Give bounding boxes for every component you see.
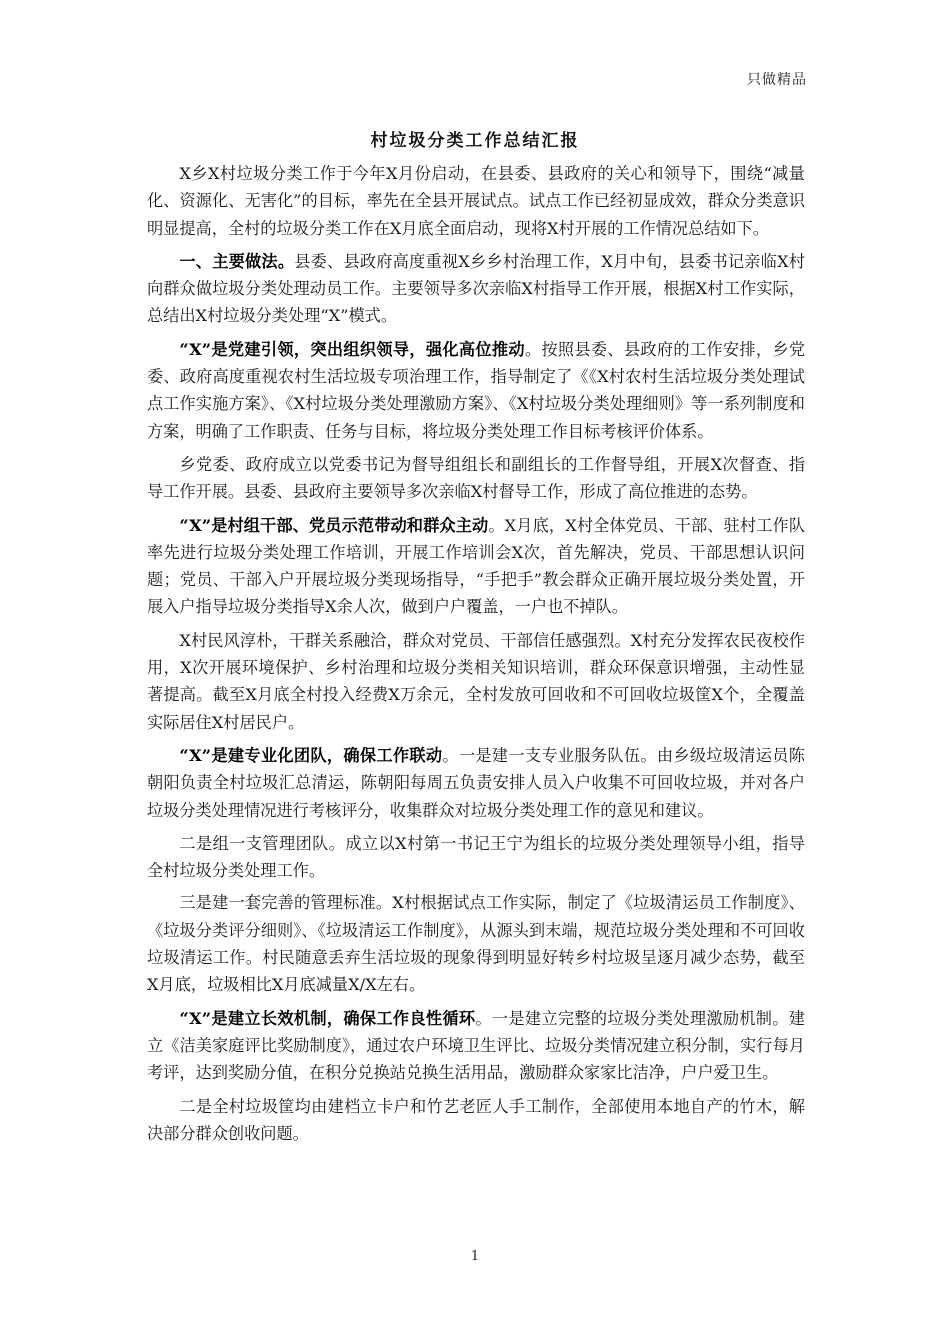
paragraph (147, 512, 805, 621)
paragraph (147, 889, 805, 998)
paragraph-text: 二是组一支管理团队。成立以X村第一书记王宁为组长的垃圾分类处理领导小组，指导全村垃圾分类处理工作。 (147, 833, 805, 881)
paragraph (147, 1005, 805, 1087)
paragraph (147, 248, 805, 330)
paragraph-lead: 一、主要做法。 (179, 251, 295, 271)
paragraph (147, 336, 805, 445)
paragraph (147, 1093, 805, 1148)
header-tag: 只做精品 (747, 72, 807, 88)
document-title: 村垃圾分类工作总结汇报 (370, 131, 580, 151)
paragraph (147, 742, 805, 824)
paragraph (147, 160, 805, 242)
paragraph-text: 乡党委、政府成立以党委书记为督导组组长和副组长的工作督导组，开展X次督查、指导工作开展。县委、县政府主要领导多次亲临X村督导工作，形成了高位推进的态势。 (147, 454, 805, 502)
paragraph-text: X乡X村垃圾分类工作于今年X月份启动，在县委、县政府的关心和领导下，围绕“减量化、资源化、无害化”的目标，率先在全县开展试点。试点工作已经初显成效，群众分类意识明显提高，全村的垃圾分类工作在X月底全面启动，现将X村开展的工作情况总结如下。 (147, 164, 805, 238)
paragraph (147, 830, 805, 885)
paragraph-text: 县委、县政府高度重视X乡乡村治理工作，X月中旬，县委书记亲临X村向群众做垃圾分类处理动员工作。主要领导多次亲临X村指导工作开展，根据X村工作实际，总结出X村垃圾分类处理“X”模式。 (147, 251, 805, 326)
paragraph-text: X村民风淳朴，干群关系融洽，群众对党员、干部信任感强烈。X村充分发挥农民夜校作用，X次开展环境保护、乡村治理和垃圾分类相关知识培训，群众环保意识增强，主动性显著提高。截至X月底全村投入经费X万余元，全村发放可回收和不可回收垃圾筐X个，全覆盖实际居住X村居民户。 (147, 630, 805, 732)
paragraph-text: 。一是建一支专业服务队伍。由乡级垃圾清运员陈朝阳负责全村垃圾汇总清运，陈朝阳每周五负责安排人员入户收集不可回收垃圾，并对各户垃圾分类处理情况进行考核评分，收集群众对垃圾分类处理工作的意见和建议。 (147, 745, 805, 820)
page-number: 1 (470, 1249, 480, 1264)
paragraph (147, 451, 805, 506)
paragraph-text: 。一是建立完整的垃圾分类处理激励机制。建立《洁美家庭评比奖励制度》，通过农户环境卫生评比、垃圾分类情况建立积分制，实行每月考评，达到奖励分值，在积分兑换站兑换生活用品，激励群众家家比洁净，户户爱卫生。 (147, 1008, 805, 1083)
paragraph-text: 二是全村垃圾筐均由建档立卡户和竹艺老匠人手工制作，全部使用本地自产的竹木，解决部分群众创收问题。 (147, 1096, 805, 1143)
paragraph-lead: “X”是建立长效机制，确保工作良性循环 (179, 1008, 476, 1028)
paragraph-lead: “X”是建专业化团队，确保工作联动 (179, 745, 443, 765)
paragraph-lead: “X”是村组干部、党员示范带动和群众主动 (179, 515, 489, 535)
paragraph (147, 627, 805, 736)
paragraph-text: 。按照县委、县政府的工作安排，乡党委、政府高度重视农村生活垃圾专项治理工作，指导制定了《《X村农村生活垃圾分类处理试点工作实施方案》、《X村垃圾分类处理激励方案》、《X村垃圾分类处理细则》等一系列制度和方案，明确了工作职责、任务与目标，将垃圾分类处理工作目标考核评价体系。 (147, 339, 806, 441)
paragraph-lead: “X”是党建引领，突出组织领导，强化高位推动 (179, 339, 525, 359)
paragraph-text: 三是建一套完善的管理标准。X村根据试点工作实际，制定了《垃圾清运员工作制度》、《垃圾分类评分细则》、《垃圾清运工作制度》，从源头到末端，规范垃圾分类处理和不可回收垃圾清运工作。村民随意丢弃生活垃圾的现象得到明显好转乡村垃圾呈逐月减少态势，截至X月底，垃圾相比X月底减量X/X左右。 (147, 893, 805, 995)
paragraph-text: 。X月底，X村全体党员、干部、驻村工作队率先进行垃圾分类处理工作培训，开展工作培训会X次，首先解决，党员、干部思想认识问题；党员、干部入户开展垃圾分类现场指导，“手把手”教会群众正确开展垃圾分类处置，开展入户指导垃圾分类指导X余人次，做到户户覆盖，一户也不掉队。 (147, 515, 806, 617)
document-body (147, 160, 805, 1153)
